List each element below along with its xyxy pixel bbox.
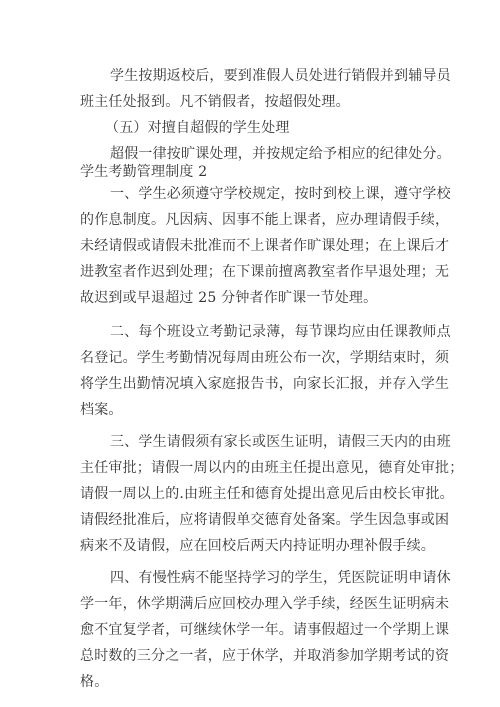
document-title: 学生考勤管理制度 2 — [80, 164, 208, 180]
text-line: 学生按期返校后，要到准假人员处进行销假并到辅导员 — [110, 68, 451, 84]
text-line: 二、每个班设立考勤记录薄，每节课均应由任课教师点 — [110, 324, 451, 340]
text-line: 请假一周以上的.由班主任和德育处提出意见后由校长审批。 — [80, 486, 454, 502]
text-line: 故迟到或早退超过 25 分钟者作旷课一节处理。 — [80, 290, 378, 306]
text-line: 的作息制度。凡因病、因事不能上课者，应办理请假手续， — [80, 212, 450, 228]
text-line: 三、学生请假须有家长或医生证明，请假三天内的由班 — [110, 434, 451, 450]
text-line: 总时数的三分之一者，应于休学，并取消参加学期考试的资 — [80, 648, 450, 664]
text-line: 愈不宜复学者，可继续休学一年。请事假超过一个学期上课 — [80, 622, 450, 638]
text-line: 格。 — [80, 674, 109, 690]
text-line: 学一年，休学期满后应回校办理入学手续，经医生证明病未 — [80, 596, 450, 612]
text-line: 请假经批准后，应将请假单交德育处备案。学生因急事或困 — [80, 512, 450, 528]
text-line: 一、学生必须遵守学校规定，按时到校上课，遵守学校 — [110, 186, 451, 202]
text-line: 主任审批；请假一周以内的由班主任提出意见，德育处审批； — [80, 460, 464, 476]
text-line: 未经请假或请假未批准而不上课者作旷课处理；在上课后才 — [80, 238, 450, 254]
text-line: 档案。 — [80, 402, 123, 418]
section-heading: （五）对擅自超假的学生处理 — [105, 120, 290, 136]
text-line: 四、有慢性病不能坚持学习的学生，凭医院证明申请休 — [110, 570, 451, 586]
text-line: 班主任处报到。凡不销假者，按超假处理。 — [80, 94, 350, 110]
text-line: 将学生出勤情况填入家庭报告书，向家长汇报，并存入学生 — [80, 376, 450, 392]
text-line: 病来不及请假，应在回校后两天内持证明办理补假手续。 — [80, 538, 435, 554]
text-line: 超假一律按旷课处理，并按规定给予相应的纪律处分。 — [110, 146, 451, 162]
text-line: 进教室者作迟到处理；在下课前擅离教室者作早退处理；无 — [80, 264, 450, 280]
text-line: 名登记。学生考勤情况每周由班公布一次，学期结束时，须 — [80, 350, 450, 366]
